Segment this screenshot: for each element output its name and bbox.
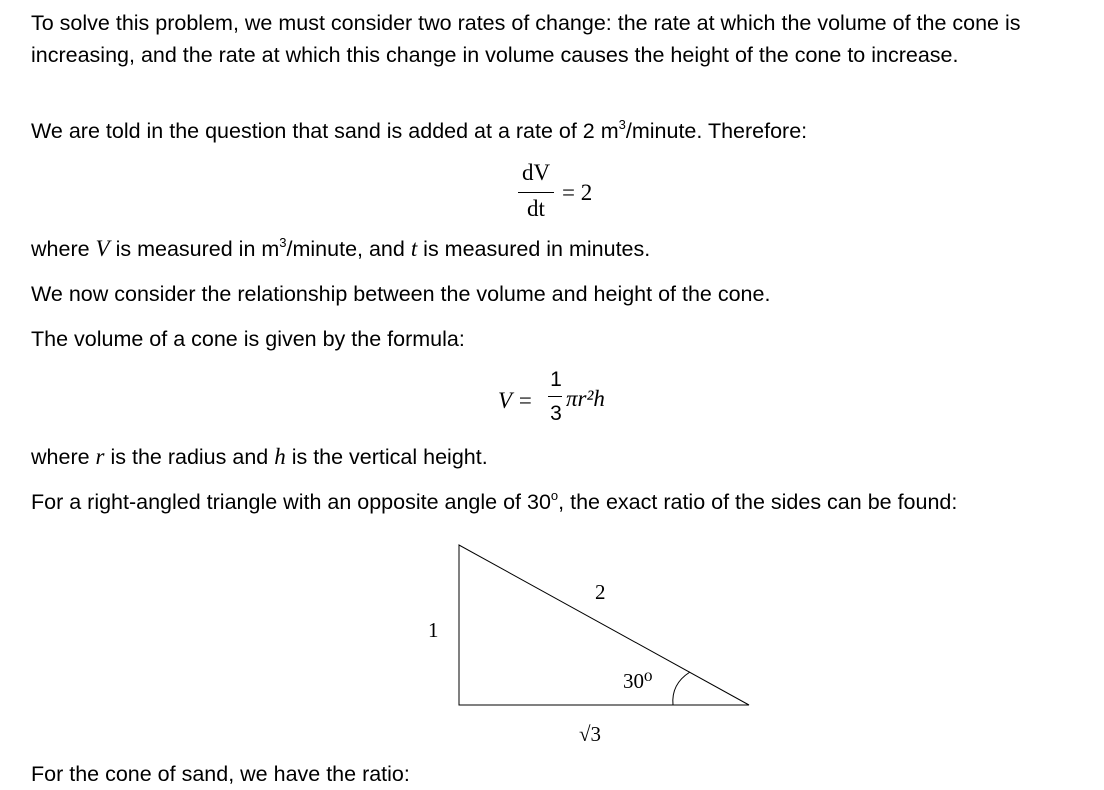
triangle-shape	[459, 545, 749, 705]
intro-paragraph: To solve this problem, we must consider two rates of change: the rate at which the volume of the cone is increasing, and the rate at which this change in volume causes the height of the cone to increase.	[31, 11, 1021, 67]
angle-arc	[673, 672, 690, 705]
vars-t1: where	[31, 445, 96, 469]
triangle-text-before: For a right-angled triangle with an opposite angle of 30	[31, 490, 551, 514]
var-r: r	[95, 444, 105, 469]
side-vertical-label: 1	[428, 618, 439, 642]
var-t: t	[410, 236, 418, 261]
var-v: V	[95, 236, 110, 261]
volume-rhs: πr²h	[566, 386, 605, 411]
relationship-paragraph: We now consider the relationship between the volume and height of the cone.	[31, 282, 771, 306]
cubed-superscript: 3	[618, 117, 626, 132]
volume-numerator: 1	[550, 368, 562, 391]
dvdt-denominator: dt	[527, 196, 545, 221]
volume-lhs: V =	[498, 388, 533, 413]
angle-label: 30⁰	[623, 669, 653, 693]
units-t3: /minute, and	[286, 237, 411, 261]
triangle-text-after: , the exact ratio of the sides can be found:	[558, 490, 958, 514]
rate-text-before: We are told in the question that sand is added at a rate of 2 m	[31, 119, 619, 143]
units-t4: is measured in minutes.	[417, 237, 651, 261]
units-superscript: 3	[279, 235, 287, 250]
side-base-label: √3	[579, 722, 602, 746]
degree-superscript: o	[550, 488, 559, 503]
dvdt-rhs: = 2	[562, 180, 593, 205]
units-t2: is measured in m	[109, 237, 280, 261]
dvdt-numerator: dV	[521, 160, 551, 185]
vars-t3: is the vertical height.	[285, 445, 488, 469]
volume-denominator: 3	[550, 402, 562, 425]
units-t1: where	[31, 237, 96, 261]
formula-intro: The volume of a cone is given by the formula:	[31, 327, 465, 351]
rate-text-after: /minute. Therefore:	[625, 119, 808, 143]
cone-ratio-paragraph: For the cone of sand, we have the ratio:	[31, 762, 410, 786]
var-h: h	[274, 444, 286, 469]
vars-t2: is the radius and	[104, 445, 275, 469]
hypotenuse-label: 2	[595, 580, 606, 604]
